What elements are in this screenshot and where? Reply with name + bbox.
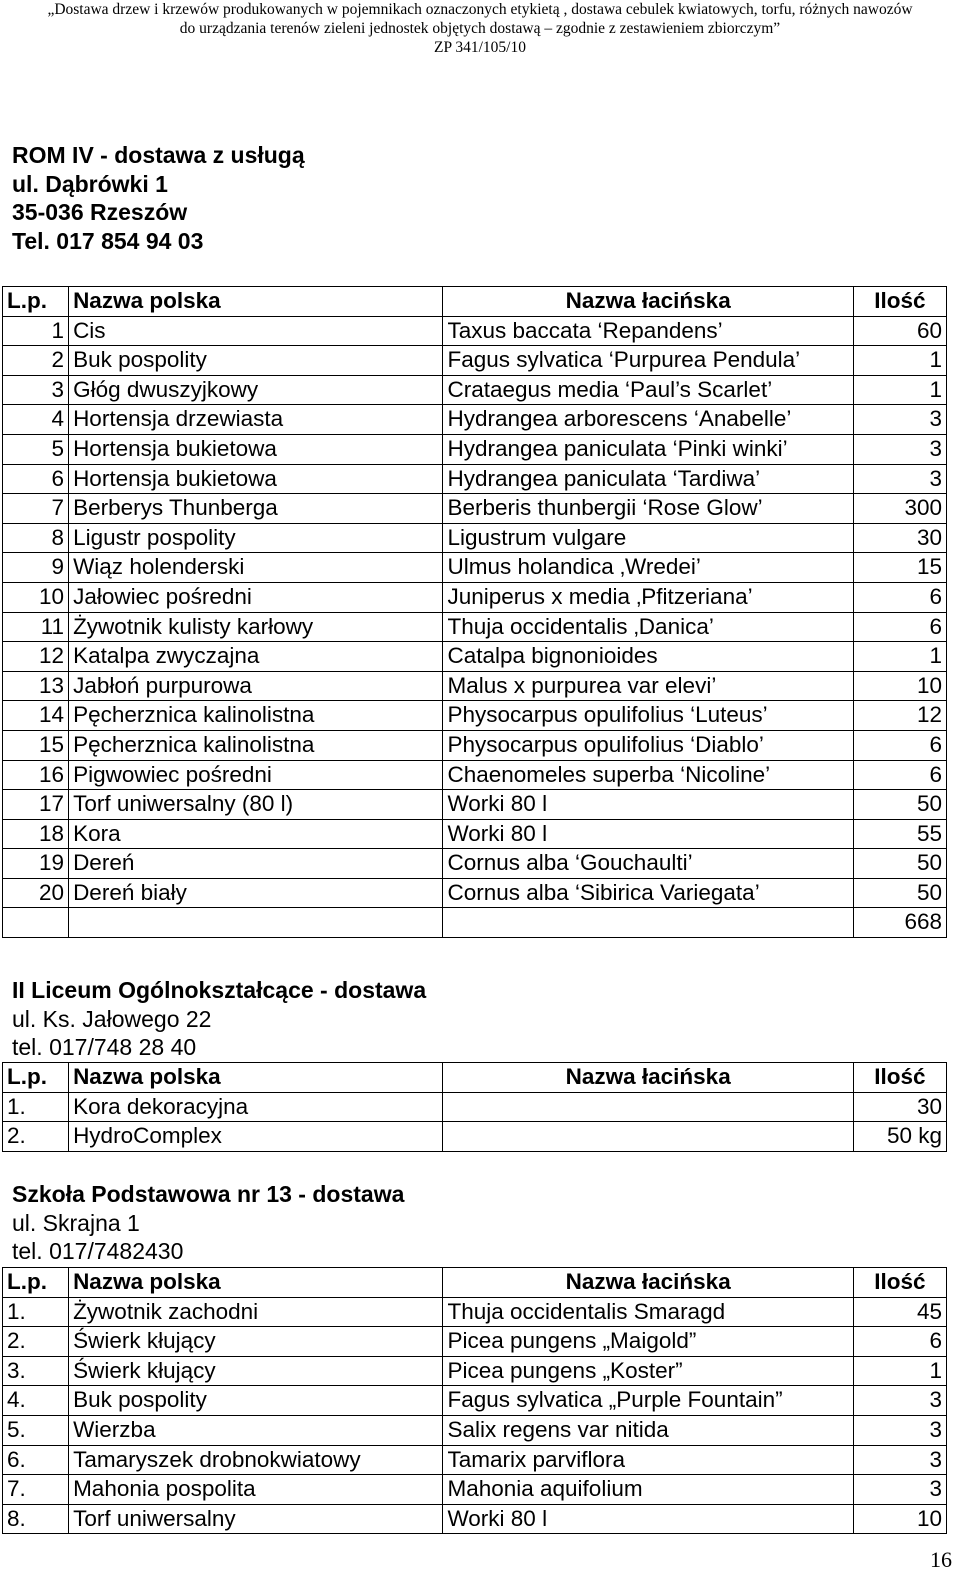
table-cell: 1 (3, 316, 69, 346)
table-cell: Tamaryszek drobnokwiatowy (69, 1445, 443, 1475)
section1-street: ul. Dąbrówki 1 (12, 170, 168, 197)
table-cell: 3 (853, 405, 946, 435)
table-cell: Ligustrum vulgare (443, 523, 853, 553)
table-cell: 14 (3, 701, 69, 731)
table-cell: 1. (3, 1092, 69, 1122)
table-cell: Thuja occidentalis ‚Danica’ (443, 612, 853, 642)
table-cell: 15 (3, 730, 69, 760)
section1-phone: Tel. 017 854 94 03 (12, 227, 204, 254)
table-row (3, 701, 947, 731)
table-cell: Pęcherznica kalinolistna (69, 701, 443, 731)
table-cell: 3 (853, 1445, 946, 1475)
table-cell: Berberis thunbergii ‘Rose Glow’ (443, 494, 853, 524)
table-cell: 2. (3, 1327, 69, 1357)
table-cell: 1 (853, 642, 946, 672)
table-cell: 2 (3, 346, 69, 376)
table-cell: 3 (853, 1475, 946, 1505)
column-header: Ilość (853, 1268, 946, 1298)
table-row (3, 316, 947, 346)
table-cell: 6 (853, 760, 946, 790)
table-cell: 10 (853, 671, 946, 701)
table-cell: 4 (3, 405, 69, 435)
table-row (3, 553, 947, 583)
table-cell: 3. (3, 1356, 69, 1386)
table-cell (69, 908, 443, 938)
table-cell (443, 908, 853, 938)
table-cell: 7. (3, 1475, 69, 1505)
table-cell: 3 (853, 464, 946, 494)
header-line-2: do urządzania terenów zieleni jednostek objętych dostawą – zgodnie z zestawieniem zbiorczym” (179, 20, 781, 37)
section3-table (2, 1267, 947, 1534)
document-header (0, 0, 960, 57)
table-row (3, 1504, 947, 1534)
table-row (3, 1327, 947, 1357)
table-cell: Torf uniwersalny (80 l) (69, 790, 443, 820)
table-cell: Buk pospolity (69, 346, 443, 376)
column-header: Nazwa polska (69, 1268, 443, 1298)
section1-name: ROM IV - dostawa z usługą (12, 142, 305, 168)
table-cell: 55 (853, 819, 946, 849)
table-row (3, 730, 947, 760)
table-cell: 6 (853, 730, 946, 760)
table-cell: 4. (3, 1386, 69, 1416)
column-header: Nazwa łacińska (443, 1063, 853, 1093)
table-cell: Physocarpus opulifolius ‘Luteus’ (443, 701, 853, 731)
table-cell: 6 (853, 582, 946, 612)
table-cell: 5. (3, 1415, 69, 1445)
table-cell: Torf uniwersalny (69, 1504, 443, 1534)
table-cell: Żywotnik kulisty karłowy (69, 612, 443, 642)
column-header: L.p. (3, 1063, 69, 1093)
table-cell: 16 (3, 760, 69, 790)
table-cell: 1 (853, 346, 946, 376)
table-cell: Cornus alba ‘Gouchaulti’ (443, 849, 853, 879)
table-cell: 3 (3, 375, 69, 405)
table-row (3, 819, 947, 849)
section3-street: ul. Skrajna 1 (12, 1209, 140, 1236)
table-cell: Hydrangea paniculata ‘Tardiwa’ (443, 464, 853, 494)
table-cell: Catalpa bignonioides (443, 642, 853, 672)
table-row (3, 1122, 947, 1152)
section3-phone: tel. 017/7482430 (12, 1238, 184, 1264)
column-header: L.p. (3, 1268, 69, 1298)
table-row (3, 434, 947, 464)
column-header: Nazwa polska (69, 1063, 443, 1093)
table-row (3, 582, 947, 612)
table-row (3, 1297, 947, 1327)
table-row (3, 612, 947, 642)
table-cell: 6 (853, 1327, 946, 1357)
column-header: Ilość (853, 1063, 946, 1093)
table-cell: Malus x purpurea var elevi’ (443, 671, 853, 701)
table-cell: 30 (853, 1092, 946, 1122)
table-cell: Dereń biały (69, 878, 443, 908)
table-cell: Worki 80 l (443, 1504, 853, 1534)
table-cell: 12 (3, 642, 69, 672)
table-cell (3, 908, 69, 938)
table-cell: 9 (3, 553, 69, 583)
table-cell: 1 (853, 375, 946, 405)
table-cell: Świerk kłujący (69, 1327, 443, 1357)
table-cell: 7 (3, 494, 69, 524)
table-cell: Kora (69, 819, 443, 849)
table-row (3, 1415, 947, 1445)
section3-address (12, 1180, 404, 1266)
table-cell: Hortensja drzewiasta (69, 405, 443, 435)
table-cell: 1. (3, 1297, 69, 1327)
table-cell: 12 (853, 701, 946, 731)
table-cell: 8 (3, 523, 69, 553)
table-cell: 13 (3, 671, 69, 701)
table-row (3, 1386, 947, 1416)
table-cell: Cis (69, 316, 443, 346)
table-cell: Hortensja bukietowa (69, 434, 443, 464)
table-cell: Worki 80 l (443, 790, 853, 820)
table-cell (443, 1092, 853, 1122)
table-cell: Cornus alba ‘Sibirica Variegata’ (443, 878, 853, 908)
column-header: L.p. (3, 287, 69, 317)
table-cell: Crataegus media ‘Paul’s Scarlet’ (443, 375, 853, 405)
table-cell: 3 (853, 1415, 946, 1445)
table-cell: Picea pungens „Koster” (443, 1356, 853, 1386)
table-header-row (3, 287, 947, 317)
table-cell: 50 kg (853, 1122, 946, 1152)
table-cell: Ligustr pospolity (69, 523, 443, 553)
table-cell: Fagus sylvatica ‘Purpurea Pendula’ (443, 346, 853, 376)
table-row (3, 1092, 947, 1122)
table-cell: Physocarpus opulifolius ‘Diablo’ (443, 730, 853, 760)
table-cell: 60 (853, 316, 946, 346)
total-row (3, 908, 947, 938)
table-cell: Worki 80 l (443, 819, 853, 849)
table-cell: 5 (3, 434, 69, 464)
table-cell: Tamarix parviflora (443, 1445, 853, 1475)
table-cell: Pigwowiec pośredni (69, 760, 443, 790)
table-cell: Chaenomeles superba ‘Nicoline’ (443, 760, 853, 790)
table-cell: Wiąz holenderski (69, 553, 443, 583)
section3-name: Szkoła Podstawowa nr 13 - dostawa (12, 1181, 405, 1207)
section2-address (12, 976, 426, 1062)
table-cell (443, 1122, 853, 1152)
column-header: Nazwa łacińska (443, 1268, 853, 1298)
table-cell: Thuja occidentalis Smaragd (443, 1297, 853, 1327)
section2-phone: tel. 017/748 28 40 (12, 1034, 197, 1060)
table-row (3, 1445, 947, 1475)
table-header-row (3, 1268, 947, 1298)
section2-table (2, 1062, 947, 1152)
column-header: Nazwa łacińska (443, 287, 853, 317)
table-cell: Wierzba (69, 1415, 443, 1445)
table-row (3, 346, 947, 376)
table-cell: 6 (853, 612, 946, 642)
table-cell: Świerk kłujący (69, 1356, 443, 1386)
table-row (3, 405, 947, 435)
section1-city: 35-036 Rzeszów (12, 199, 188, 225)
table-cell: Berberys Thunberga (69, 494, 443, 524)
table-cell: 1 (853, 1356, 946, 1386)
table-cell: Mahonia pospolita (69, 1475, 443, 1505)
table-row (3, 671, 947, 701)
table-cell: 8. (3, 1504, 69, 1534)
table-cell: 50 (853, 878, 946, 908)
table-row (3, 464, 947, 494)
table-row (3, 642, 947, 672)
table-cell: 3 (853, 434, 946, 464)
table-cell: Pęcherznica kalinolistna (69, 730, 443, 760)
table-cell: HydroComplex (69, 1122, 443, 1152)
table-cell: Taxus baccata ‘Repandens’ (443, 316, 853, 346)
table-cell: Hortensja bukietowa (69, 464, 443, 494)
table-cell: 2. (3, 1122, 69, 1152)
table-cell: 45 (853, 1297, 946, 1327)
table-cell: 11 (3, 612, 69, 642)
table-cell: 6. (3, 1445, 69, 1475)
table-cell: Dereń (69, 849, 443, 879)
section2-street: ul. Ks. Jałowego 22 (12, 1005, 212, 1032)
table-cell: Jabłoń purpurowa (69, 671, 443, 701)
table-cell: Jałowiec pośredni (69, 582, 443, 612)
table-cell: 18 (3, 819, 69, 849)
table-row (3, 523, 947, 553)
column-header: Nazwa polska (69, 287, 443, 317)
section2-name: II Liceum Ogólnokształcące - dostawa (12, 977, 427, 1003)
table-cell: Juniperus x media ‚Pfitzeriana’ (443, 582, 853, 612)
table-cell: 3 (853, 1386, 946, 1416)
header-line-3: ZP 341/105/10 (433, 39, 526, 56)
table-cell: Mahonia aquifolium (443, 1475, 853, 1505)
table-header-row (3, 1063, 947, 1093)
table-row (3, 760, 947, 790)
table-cell: 6 (3, 464, 69, 494)
table-row (3, 849, 947, 879)
table-row (3, 494, 947, 524)
table-cell: 17 (3, 790, 69, 820)
table-row (3, 1356, 947, 1386)
table-cell: Kora dekoracyjna (69, 1092, 443, 1122)
table-row (3, 1475, 947, 1505)
table-cell: 20 (3, 878, 69, 908)
table-cell: 10 (853, 1504, 946, 1534)
table-cell: Salix regens var nitida (443, 1415, 853, 1445)
header-line-1: „Dostawa drzew i krzewów produkowanych w pojemnikach oznaczonych etykietą , dostawa cebulek kwiatowych, torfu, różnych nawozów (47, 1, 913, 18)
table-cell: 50 (853, 849, 946, 879)
page-number: 16 (930, 1547, 952, 1572)
table-cell: 30 (853, 523, 946, 553)
table-cell: Hydrangea paniculata ‘Pinki winki’ (443, 434, 853, 464)
section1-table (2, 286, 947, 938)
column-header: Ilość (853, 287, 946, 317)
table-cell: 10 (3, 582, 69, 612)
table-cell: 50 (853, 790, 946, 820)
section1-address (12, 141, 305, 255)
table-cell: 19 (3, 849, 69, 879)
table-cell: Głóg dwuszyjkowy (69, 375, 443, 405)
table-cell: Picea pungens „Maigold” (443, 1327, 853, 1357)
table-cell: Katalpa zwyczajna (69, 642, 443, 672)
table-cell: Hydrangea arborescens ‘Anabelle’ (443, 405, 853, 435)
table-cell: Żywotnik zachodni (69, 1297, 443, 1327)
table-row (3, 790, 947, 820)
table-cell: Buk pospolity (69, 1386, 443, 1416)
table-row (3, 878, 947, 908)
total-value: 668 (853, 908, 946, 938)
table-cell: 15 (853, 553, 946, 583)
table-cell: 300 (853, 494, 946, 524)
table-cell: Fagus sylvatica „Purple Fountain” (443, 1386, 853, 1416)
table-row (3, 375, 947, 405)
table-cell: Ulmus holandica ‚Wredei’ (443, 553, 853, 583)
